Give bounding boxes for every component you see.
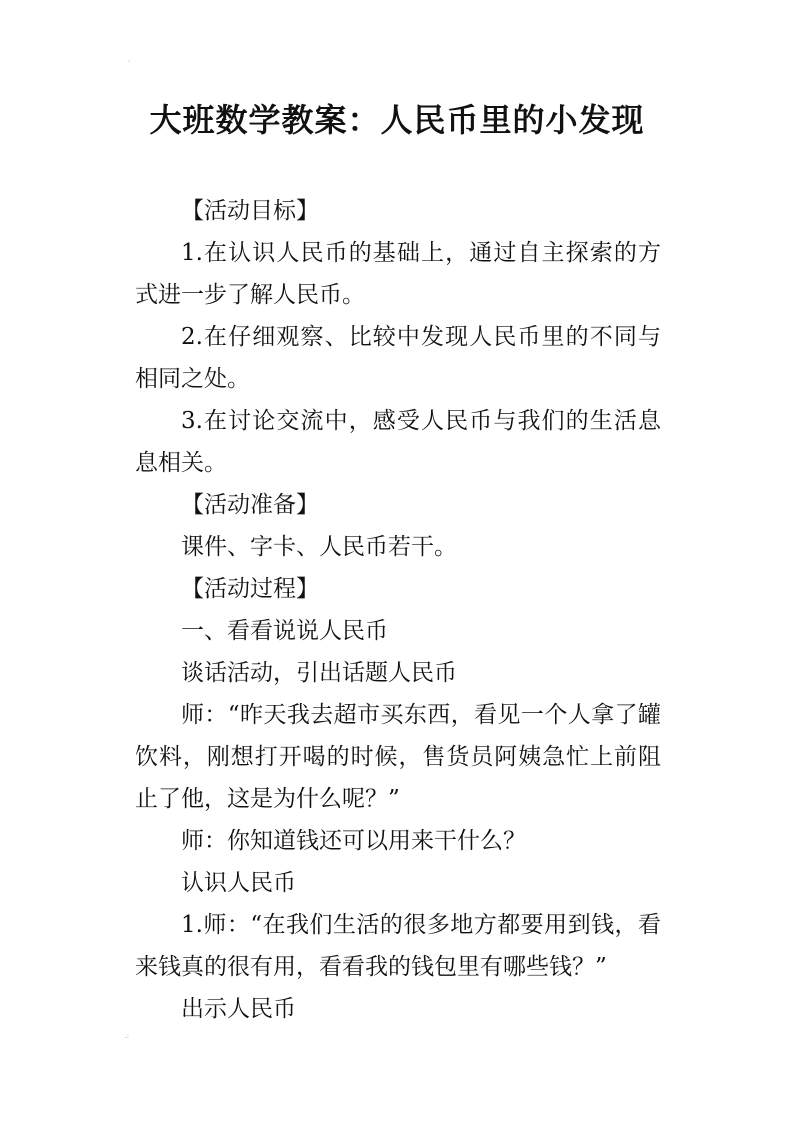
section-heading-process: 【活动过程】 <box>181 576 319 602</box>
paragraph-goal-3: 3.在讨论交流中，感受人民币与我们的生活息息相关。 <box>135 408 661 476</box>
paragraph-preparation: 课件、字卡、人民币若干。 <box>181 534 457 560</box>
paragraph-goal-2: 2.在仔细观察、比较中发现人民币里的不同与相同之处。 <box>135 324 661 392</box>
corner-mark-bottom: .: <box>124 1031 130 1040</box>
paragraph-step-1: 一、看看说说人民币 <box>181 618 388 644</box>
document-body <box>135 190 661 1030</box>
paragraph-show-rmb: 出示人民币 <box>181 996 296 1022</box>
paragraph-talk-activity: 谈话活动，引出话题人民币 <box>181 660 457 686</box>
paragraph-teacher-story: 师：“昨天我去超市买东西，看见一个人拿了罐饮料，刚想打开喝的时候，售货员阿姨急忙上前阻止了他，这是为什么呢？” <box>135 702 661 812</box>
corner-mark-top: ' <box>128 59 131 68</box>
section-heading-goals: 【活动目标】 <box>181 198 319 224</box>
paragraph-teacher-wallet: 1.师：“在我们生活的很多地方都要用到钱，看来钱真的很有用，看看我的钱包里有哪些钱？” <box>135 912 661 980</box>
paragraph-know-rmb: 认识人民币 <box>181 870 296 896</box>
section-heading-preparation: 【活动准备】 <box>181 492 319 518</box>
document-title: 大班数学教案：人民币里的小发现 <box>149 101 645 139</box>
paragraph-goal-1: 1.在认识人民币的基础上，通过自主探索的方式进一步了解人民币。 <box>135 240 661 308</box>
paragraph-teacher-question: 师：你知道钱还可以用来干什么？ <box>181 828 526 854</box>
